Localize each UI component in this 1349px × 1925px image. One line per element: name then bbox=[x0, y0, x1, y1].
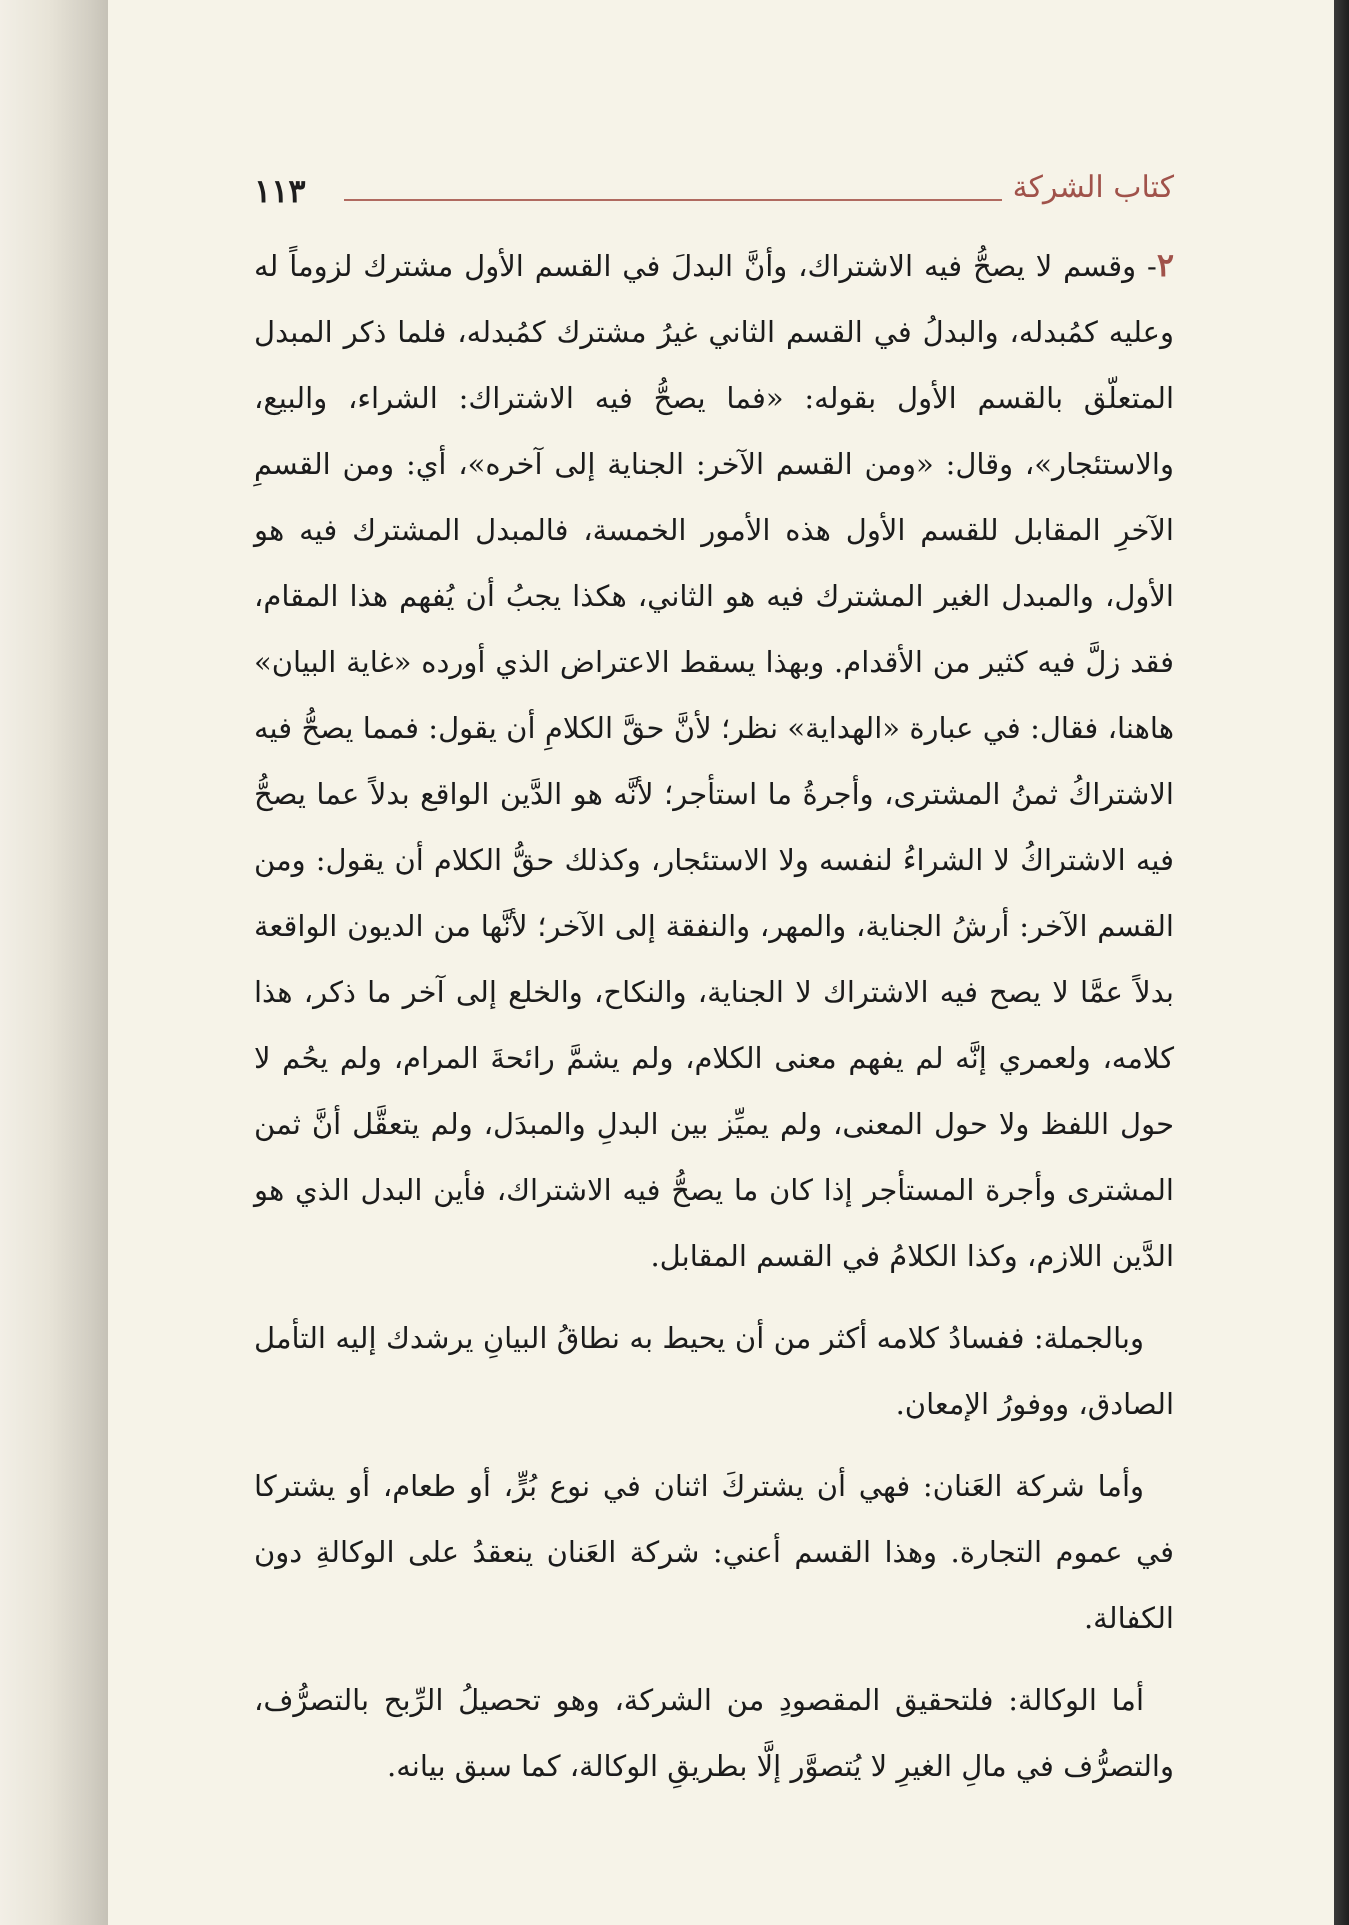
paragraph bbox=[254, 232, 1174, 1289]
paragraph bbox=[254, 1305, 1174, 1437]
paragraph-text: وبالجملة: ففسادُ كلامه أكثر من أن يحيط به نطاقُ البيانِ يرشدك إليه التأمل الصادق، ووفورُ الإمعان. bbox=[254, 1321, 1174, 1421]
header-rule bbox=[344, 199, 1002, 201]
item-number: ٢ bbox=[1156, 246, 1174, 284]
paragraph bbox=[254, 1453, 1174, 1651]
paragraph-text: أما الوكالة: فلتحقيق المقصودِ من الشركة، وهو تحصيلُ الرِّبح بالتصرُّف، والتصرُّف في مالِ الغيرِ لا يُتصوَّر إلَّا بطريقِ الوكالة، كما سبق بيانه. bbox=[254, 1683, 1174, 1783]
page-number: ١١٣ bbox=[254, 172, 306, 210]
book-cover-edge bbox=[1334, 0, 1349, 1925]
chapter-title: كتاب الشركة bbox=[1012, 170, 1174, 205]
paragraph bbox=[254, 1667, 1174, 1799]
running-header bbox=[254, 168, 1174, 228]
paragraph-text: - وقسم لا يصحُّ فيه الاشتراك، وأنَّ البدلَ في القسم الأول مشترك لزوماً له وعليه كمُبدله، والبدلُ في القسم الثاني غيرُ مشترك كمُبدله، فلما ذكر المبدل المتعلّق بالقسم الأول بقوله: «فما يصحُّ فيه الاشتراك: الشراء، والبيع، والاستئجار»، وقال: «ومن القسم الآخر: الجناية إلى آخره»، أي: ومن القسمِ الآخرِ المقابل للقسم الأول هذه الأمور الخمسة، فالمبدل المشترك فيه هو الأول، والمبدل الغير المشترك فيه هو الثاني، هكذا يجبُ أن يُفهم هذا المقام، فقد زلَّ فيه كثير من الأقدام. وبهذا يسقط الاعتراض الذي أورده «غاية البيان» هاهنا، فقال: في عبارة «الهداية» نظر؛ لأنَّ حقَّ الكلامِ أن يقول: فمما يصحُّ فيه الاشتراكُ ثمنُ المشترى، وأجرةُ ما استأجر؛ لأنَّه هو الدَّين الواقع بدلاً عما يصحُّ فيه الاشتراكُ لا الشراءُ لنفسه ولا الاستئجار، وكذلك حقُّ الكلام أن يقول: ومن القسم الآخر: أرشُ الجناية، والمهر، والنفقة إلى الآخر؛ لأنَّها من الديون الواقعة بدلاً عمَّا لا يصح فيه الاشتراك لا الجناية، والنكاح، والخلع إلى آخر ما ذكر، هذا كلامه، ولعمري إنَّه لم يفهم معنى الكلام، ولم يشمَّ رائحةَ المرام، ولم يحُم لا حول اللفظ ولا حول المعنى، ولم يميِّز بين البدلِ والمبدَل، ولم يتعقَّل أنَّ ثمن المشترى وأجرة المستأجر إذا كان ما يصحُّ فيه الاشتراك، فأين البدل الذي هو الدَّين اللازم، وكذا الكلامُ في القسم المقابل. bbox=[254, 249, 1174, 1273]
body-text bbox=[254, 232, 1174, 1799]
page-fore-edge bbox=[0, 0, 120, 1925]
paragraph-text: وأما شركة العَنان: فهي أن يشتركَ اثنان في نوع بُرٍّ، أو طعام، أو يشتركا في عموم التجارة. وهذا القسم أعني: شركة العَنان ينعقدُ على الوكالةِ دون الكفالة. bbox=[254, 1469, 1174, 1635]
